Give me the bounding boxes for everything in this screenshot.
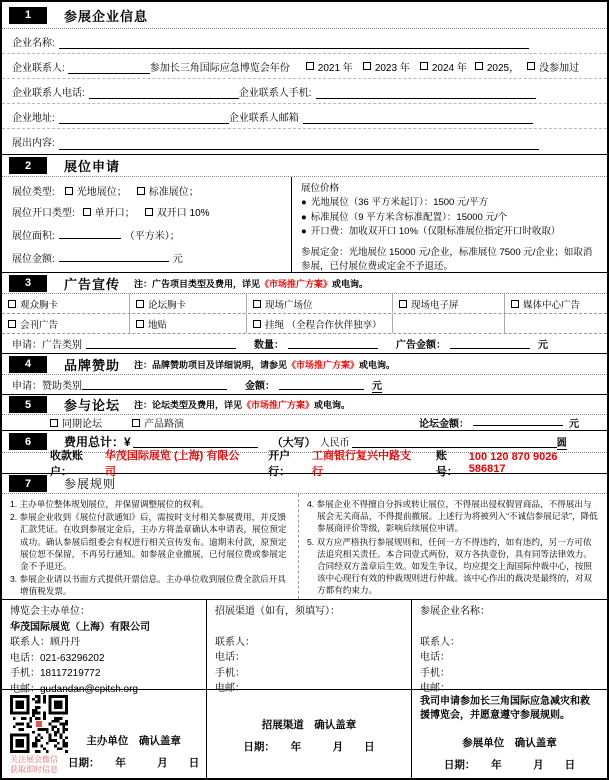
price-title: 展位价格 [301, 183, 340, 194]
section-4-header [2, 354, 607, 375]
double-opening-checkbox[interactable] [145, 208, 153, 216]
exhibitor-stamp-labels [420, 731, 599, 776]
address-label: 企业地址: [12, 112, 55, 124]
product-roadshow-checkbox[interactable] [132, 419, 140, 427]
section-5-header [2, 395, 607, 415]
forum-amount-input[interactable] [473, 413, 563, 426]
stamp-row [2, 690, 607, 780]
channel-mobile-input[interactable]: 手机： [215, 667, 245, 679]
year-2024-checkbox[interactable] [420, 62, 428, 70]
caps-label: （大写） [271, 436, 316, 449]
booth-amount-input[interactable] [59, 249, 169, 262]
ad-option-cell [2, 314, 130, 333]
section-title: 参展规则 [64, 477, 117, 491]
channel-email-input[interactable]: 电邮： [215, 683, 245, 694]
content-row [2, 129, 607, 154]
booth-area-row [12, 226, 281, 243]
ad-option-cell-empty [393, 314, 505, 333]
company-name-row [2, 29, 607, 54]
rules-right-column [299, 494, 607, 599]
price-item [301, 211, 598, 225]
yuan-label: 圆 [557, 434, 567, 450]
ad-option-cell [393, 294, 505, 313]
raw-space-label: 光地展位； [76, 187, 127, 198]
never-attended-label: 没参加过 [539, 62, 580, 74]
organizer-stamp-cell [2, 690, 207, 780]
note-post: 或电询。 [314, 400, 351, 410]
section-number: 6 [9, 433, 47, 450]
mobile-input[interactable] [316, 86, 536, 99]
ad-options-row-2 [2, 314, 607, 334]
note-plan-link: 《市场推广方案》 [242, 400, 315, 410]
bullet-icon: ● [301, 197, 307, 209]
payment-account-row [2, 450, 607, 478]
media-center-checkbox[interactable] [511, 300, 519, 308]
ad-options-row-1 [2, 294, 607, 314]
floor-sticker-checkbox[interactable] [136, 320, 144, 328]
exhibitor-stamp-cell [412, 690, 607, 780]
phone-label: 企业联系人电话: [12, 87, 85, 99]
ad-option-label: 论坛胸卡 [148, 299, 187, 311]
email-label: 企业联系人邮箱 [228, 112, 299, 124]
sponsor-amount-input[interactable] [279, 377, 364, 390]
ad-qty-label: 数量： [254, 340, 284, 351]
booth-amount-unit: 元 [172, 253, 183, 265]
year-2025-label: 2025， [486, 62, 520, 74]
qr-block [10, 695, 68, 776]
rule-5: 5. 双方应严格执行参展规则和，任何一方不得违约，如有违约，另一方可依法追究相关责任。本合同壹式两份，双方各执壹份，具有同等法律效力。合同经双方盖章后生效。如发生争议，均应提交上海国际仲裁中心，按照该中心现行有效的仲裁规则进行仲裁。该中心作出的裁决是最终的，对双方都有约束力。 [307, 536, 593, 596]
booth-opening-row [12, 204, 281, 219]
contact-year-row [2, 54, 607, 79]
year-label: 参加长三角国际应急博览会年份 [149, 62, 290, 74]
exhibitor-declaration: 我司申请参加长三角国际应急减灾和救援博览会，并愿意遵守参展规则。 [420, 696, 590, 721]
bank-label: 开户行： [268, 450, 291, 478]
sponsor-amount-label: 金额： [245, 381, 275, 392]
total-cost-label: 费用总计：¥ [64, 435, 131, 449]
price-item-text: 标准展位（9 平方米含标准配置）：15000 元/个 [310, 211, 508, 223]
bullet-icon: ● [301, 211, 307, 223]
ad-option-cell [130, 294, 247, 313]
qr-caption-line2: 获取即时信息 [10, 765, 58, 775]
section-title: 参与论坛 [64, 398, 121, 413]
channel-company-input[interactable] [215, 620, 403, 635]
year-2023-checkbox[interactable] [363, 62, 371, 70]
organizer-company: 华茂国际展览（上海）有限公司 [10, 621, 150, 633]
rule-4: 4. 参展企业不得擅自分拆或转让展位，不得展出侵权假冒商品，不得展出与展会无关商品，不得提前撤展。上述行为将被列入“不诚信参展记录”，降低参展商评价等级，影响后续展位申请。 [307, 499, 598, 534]
ad-option-cell-empty [505, 314, 607, 333]
address-row [2, 104, 607, 129]
booth-application-body [2, 177, 607, 273]
section-note [134, 398, 350, 411]
exhibitor-tel-input[interactable]: 电话： [420, 652, 450, 663]
channel-column [207, 600, 412, 694]
section-note [134, 358, 395, 371]
price-item-text: 光地展位（36 平方米起订）：1500 元/平方 [310, 197, 489, 209]
concurrent-forum-checkbox[interactable] [50, 419, 58, 427]
section-title: 品牌赞助 [64, 357, 121, 373]
double-opening-label: 双开口 10% [156, 208, 210, 220]
raw-space-checkbox[interactable] [65, 187, 73, 195]
phone-row [2, 79, 607, 104]
channel-title: 招展渠道（如有，须填写）： [215, 606, 340, 617]
organizer-title: 博览会主办单位： [10, 606, 90, 617]
ad-option-label: 现场电子屏 [411, 299, 459, 311]
exhibitor-stamp-label: 参展单位 确认盖章 [462, 736, 557, 749]
ad-option-cell [247, 294, 393, 313]
organizer-mobile: 手机：18117219772 [10, 668, 101, 679]
exhibitor-contact-input[interactable]: 联系人： [420, 636, 460, 648]
qr-caption-line1: 关注展会微信 [10, 755, 58, 764]
organizer-contact: 联系人：顾丹丹 [10, 637, 80, 648]
standard-booth-checkbox[interactable] [137, 187, 145, 195]
sponsor-unit-label: 元 [372, 377, 382, 393]
phone-input[interactable] [89, 86, 239, 99]
year-2021-checkbox[interactable] [306, 62, 314, 70]
ad-option-label: 挂绳 （全程合作伙伴独享） [265, 319, 382, 331]
channel-stamp-label: 招展渠道 确认盖章 [261, 718, 357, 731]
exhibitor-date-line: 日期： 年 月 日 [443, 758, 576, 771]
ad-apply-row [2, 334, 607, 354]
note-plan-link: 《市场推广方案》 [260, 278, 333, 289]
lanyard-checkbox[interactable] [253, 320, 261, 328]
forum-badge-checkbox[interactable] [136, 300, 144, 308]
exhibitor-email-input[interactable]: 电邮： [420, 683, 450, 694]
single-opening-checkbox[interactable] [83, 208, 91, 216]
section-number: 4 [9, 356, 47, 373]
concurrent-forum-label: 同期论坛 [62, 419, 102, 430]
booth-amount-row [12, 249, 281, 266]
note-post: 或电询。 [332, 278, 369, 289]
email-input[interactable] [303, 111, 533, 124]
price-item [301, 225, 598, 239]
section-number: 7 [9, 475, 47, 492]
opening-type-label: 展位开口类型: [12, 208, 75, 220]
organizer-tel: 电话：021-63296202 [10, 652, 105, 664]
channel-stamp-cell [207, 690, 412, 780]
organizer-email: 电邮：gudandan@cpitsh.org [10, 683, 138, 695]
company-name-input[interactable] [59, 36, 529, 49]
note-pre: 注：品牌赞助项目及详细说明，请参见 [134, 359, 288, 370]
section-note [134, 277, 368, 290]
ad-option-label: 会刊广告 [20, 319, 59, 331]
company-name-label: 企业名称: [12, 37, 55, 49]
bank-value: 工商银行复兴中路支行 [312, 450, 412, 478]
note-pre: 注：论坛类型及费用，详见 [134, 400, 243, 410]
account-number-value: 100 120 870 9026 586817 [468, 451, 558, 475]
ad-amount-label: 广告金额： [396, 340, 446, 351]
deposit-note: 参展定金：光地展位 15000 元/企业，标准展位 7500 元/企业；如取消参展，已付展位费或定金不予退还。 [301, 247, 593, 273]
mobile-label: 企业联系人手机: [238, 87, 312, 99]
account-value: 华茂国际展览 (上海) 有限公司 [104, 450, 240, 478]
qr-caption [10, 755, 58, 776]
section-1-header [2, 2, 607, 29]
exhibitor-mobile-input[interactable]: 手机： [420, 667, 450, 679]
rules-left-column [2, 494, 299, 599]
forum-unit-label: 元 [569, 419, 579, 430]
exhibitor-title: 参展企业名称： [420, 606, 490, 617]
ad-option-label: 观众胸卡 [20, 299, 59, 311]
note-pre: 注：广告项目类型及费用，详见 [134, 278, 261, 289]
price-item [301, 196, 598, 210]
exhibitor-column [412, 600, 607, 694]
booth-type-label: 展位类型: [12, 187, 55, 198]
year-2023-label: 2023 年 [374, 62, 410, 74]
section-number: 3 [9, 275, 47, 292]
content-label: 展出内容: [12, 138, 55, 149]
booth-price-column [292, 177, 607, 272]
account-number-label: 账号： [435, 450, 458, 478]
contact-label: 企业联系人: [12, 62, 65, 74]
section-title: 展位申请 [64, 159, 121, 174]
organizer-stamp-label: 主办单位 确认盖章 [86, 734, 181, 747]
journal-ad-checkbox[interactable] [8, 320, 16, 328]
year-2024-label: 2024 年 [431, 62, 467, 74]
section-number: 5 [9, 396, 47, 413]
section-3-header [2, 273, 607, 294]
rule-1: 1. 主办单位整体规划展位，并保留调整展位的权利。 [10, 499, 209, 509]
section-number: 2 [9, 157, 47, 174]
account-label: 收款账户： [50, 450, 83, 478]
ad-option-label: 媒体中心广告 [523, 299, 581, 311]
organizer-column [2, 600, 207, 695]
audience-badge-checkbox[interactable] [8, 300, 16, 308]
booth-options-column [2, 177, 292, 272]
note-post: 或电询。 [359, 359, 396, 370]
ad-amount-input[interactable] [450, 336, 530, 349]
bullet-icon: ● [301, 225, 307, 237]
organizer-stamp-labels [68, 695, 199, 776]
organizer-date-line: 日期： 年 月 日 [68, 756, 200, 769]
forum-options-row [2, 415, 607, 431]
note-plan-link: 《市场推广方案》 [287, 359, 360, 370]
booth-amount-label: 展位金额: [12, 253, 55, 265]
onsite-screen-checkbox[interactable] [399, 300, 407, 308]
channel-date-line: 日期： 年 月 日 [243, 740, 375, 753]
section-2-header [2, 154, 607, 177]
onsite-plaza-checkbox[interactable] [253, 300, 261, 308]
section-title: 参展企业信息 [64, 8, 149, 24]
ad-option-label: 地贴 [148, 319, 168, 331]
booth-type-row [12, 183, 281, 198]
rmb-label: 人民币 [319, 438, 350, 449]
sponsor-apply-row [2, 375, 607, 395]
rule-2: 2. 参展企业收到《展位付款通知》后，需按时支付相关参展费用，并反馈汇款凭证。在收到参展定金后，主办方将盖章确认本申请表，展位预定成功。确认参展后组委会有权进行相关宣传发布。逾期未付款，原预定展位恕不保留，不再另行通知。如参展企业撤展，已付展位费或参展定金不予退还。 [10, 512, 287, 572]
never-attended-checkbox[interactable] [527, 62, 535, 70]
ad-category-input[interactable] [86, 336, 236, 349]
single-opening-label: 单开口； [94, 208, 135, 220]
rule-3: 3. 参展企业请以书面方式提供开票信息。主办单位收到展位费全款后开具增值税发票。 [10, 574, 286, 597]
ad-option-cell [2, 294, 130, 313]
booth-area-unit: （平方米）； [124, 230, 180, 242]
contact-input[interactable] [68, 61, 150, 74]
ad-qty-input[interactable] [288, 336, 378, 349]
ad-option-cell [130, 314, 247, 333]
qr-code [10, 695, 68, 753]
sponsor-apply-label: 申请：赞助类别 [12, 381, 82, 392]
forum-amount-label: 论坛金额： [419, 419, 469, 430]
standard-booth-label: 标准展位； [148, 187, 199, 198]
year-2021-label: 2021 年 [317, 62, 353, 74]
section-title: 广告宣传 [64, 276, 121, 292]
exhibitor-company-input[interactable] [420, 620, 599, 635]
ad-option-label: 现场广场位 [265, 299, 313, 311]
ad-option-cell [505, 294, 607, 313]
section-7-header [2, 474, 607, 494]
sponsor-category-input[interactable] [82, 377, 227, 390]
product-roadshow-label: 产品路演 [144, 419, 184, 430]
content-input[interactable] [59, 137, 539, 150]
channel-contact-input[interactable]: 联系人： [215, 636, 255, 648]
year-2025-checkbox[interactable] [475, 62, 483, 70]
booth-area-input[interactable] [59, 226, 121, 239]
ad-option-cell [247, 314, 393, 333]
contact-info-table [2, 600, 607, 695]
address-input[interactable] [59, 111, 229, 124]
ad-apply-label: 申请：广告类别 [12, 340, 82, 351]
price-item-text: 开口费：加收双开口 10%（仅限标准展位指定开口时收取） [310, 225, 561, 237]
channel-tel-input[interactable]: 电话： [215, 652, 245, 663]
rules-body [2, 494, 607, 600]
ad-unit-label: 元 [538, 340, 548, 351]
section-number: 1 [9, 7, 47, 24]
booth-area-label: 展位面积: [12, 230, 55, 242]
